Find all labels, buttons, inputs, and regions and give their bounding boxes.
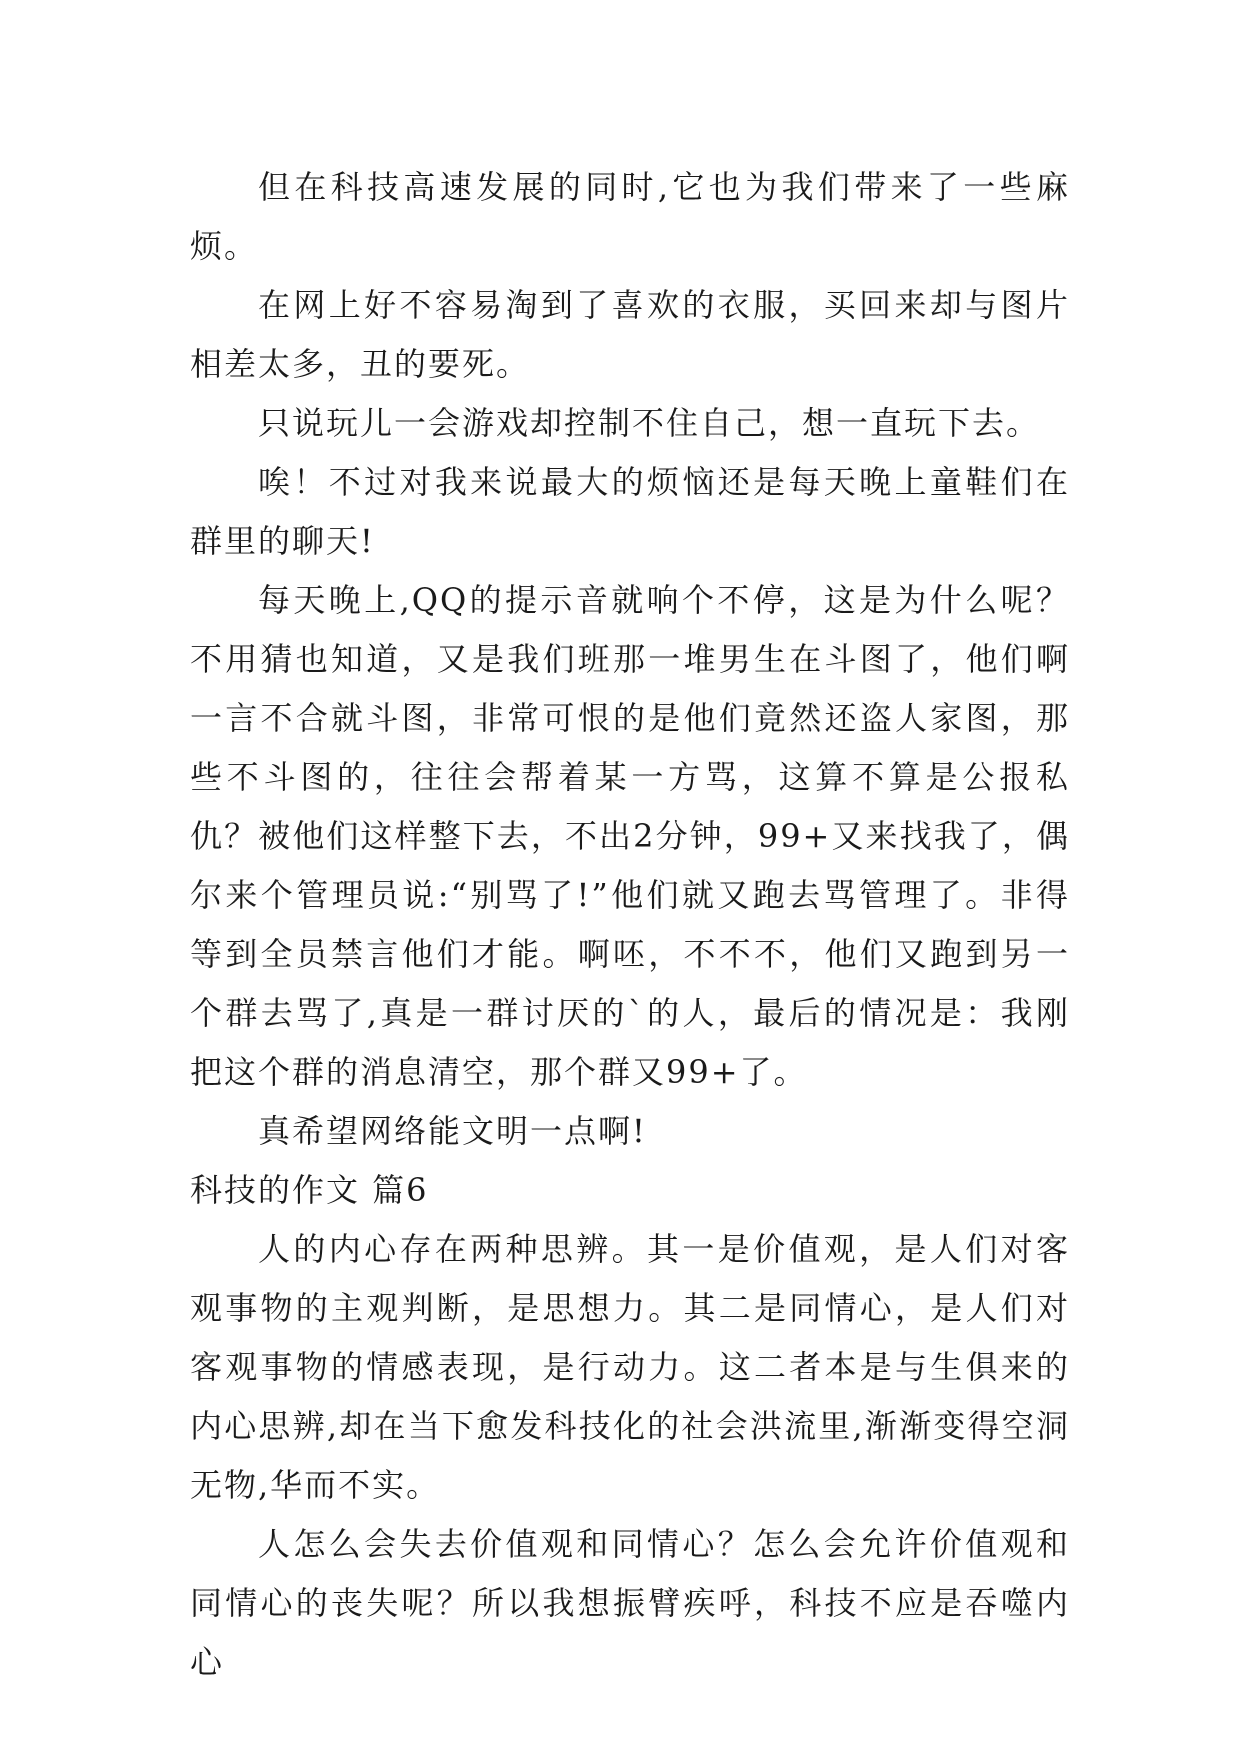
paragraph-wish: 真希望网络能文明一点啊! [258, 1112, 647, 1150]
paragraph-group-chat: 唉！不过对我来说最大的烦恼还是每天晚上童鞋们在群里的聊天! [190, 463, 1070, 560]
paragraph-loss-of-values: 人怎么会失去价值观和同情心？怎么会允许价值观和同情心的丧失呢？所以我想振臂疾呼，科技不应是吞噬内心 [190, 1525, 1070, 1681]
paragraph-online-shopping: 在网上好不容易淘到了喜欢的衣服，买回来却与图片相差太多，丑的要死。 [190, 286, 1070, 383]
paragraph-qq-notifications: 每天晚上,QQ的提示音就响个不停，这是为什么呢？不用猜也知道，又是我们班那一堆男生在斗图了，他们啊一言不合就斗图，非常可恨的是他们竟然还盗人家图，那些不斗图的，往往会帮着某一方骂，这算不算是公报私仇？被他们这样整下去，不出2分钟，99+又来找我了，偶尔来个管理员说:“别骂了!”他们就又跑去骂管理了。非得等到全员禁言他们才能。啊呸，不不不，他们又跑到另一个群去骂了,真是一群讨厌的`的人，最后的情况是：我刚把这个群的消息清空，那个群又99+了。 [190, 581, 1070, 1091]
paragraph-tech-troubles: 但在科技高速发展的同时,它也为我们带来了一些麻烦。 [190, 168, 1070, 265]
paragraph-gaming: 只说玩儿一会游戏却控制不住自己，想一直玩下去。 [258, 404, 1041, 442]
document-body [190, 158, 1070, 1692]
paragraph-inner-thinking: 人的内心存在两种思辨。其一是价值观，是人们对客观事物的主观判断，是思想力。其二是同情心，是人们对客观事物的情感表现，是行动力。这二者本是与生俱来的内心思辨,却在当下愈发科技化的社会洪流里,渐渐变得空洞无物,华而不实。 [190, 1230, 1070, 1504]
section-heading: 科技的作文 篇6 [190, 1171, 429, 1209]
